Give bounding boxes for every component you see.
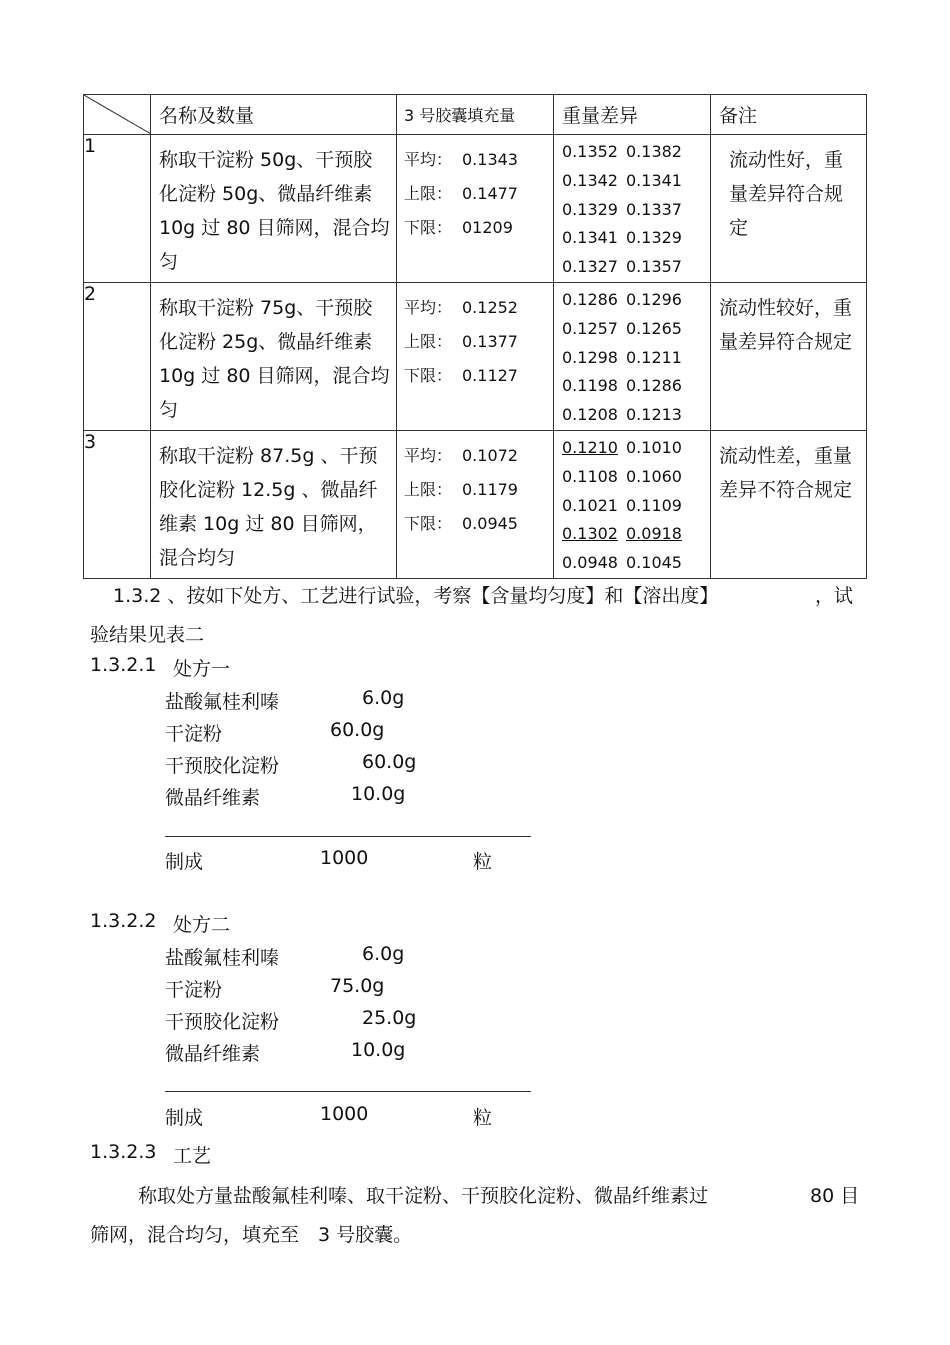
process-line2: 筛网，混合均匀，填充至 3 号胶囊。 (90, 1224, 413, 1246)
table-row (84, 430, 867, 578)
row-number: 1 (84, 135, 151, 283)
table-header-row (84, 95, 867, 135)
avg-value: 0.1072 (462, 445, 518, 465)
formula1-title: 处方一 (173, 658, 231, 680)
weight-value: 0.1298 (562, 347, 618, 367)
weight-value: 0.1382 (626, 142, 682, 161)
ingredient-name: 干淀粉 (165, 723, 223, 745)
note-cell (711, 430, 867, 578)
name-text: 称取干淀粉 75g、干预胶化淀粉 25g、微晶纤维素 10g 过 80 目筛网，混合均匀 (159, 296, 390, 421)
section-132-line2: 验结果见表二 (90, 624, 205, 646)
table-row (84, 282, 867, 430)
weights-cell (554, 282, 711, 430)
ingredient-name: 干预胶化淀粉 (165, 1011, 280, 1033)
weight-value: 0.1060 (626, 466, 682, 486)
note-text: 流动性好，重量差异符合规定 (729, 149, 844, 239)
weight-value: 0.1010 (626, 437, 682, 457)
weight-value: 0.1198 (562, 376, 618, 396)
ingredient-amount: 60.0g (330, 719, 385, 741)
ingredient-amount: 60.0g (362, 751, 417, 773)
formula1-heading: 1.3.2.1 (90, 654, 157, 676)
weight-value: 0.1045 (626, 553, 682, 573)
section-132-line1: 1.3.2 、按如下处方、工艺进行试验，考察【含量均匀度】和【溶出度】 (113, 585, 719, 607)
weight-value: 0.1286 (562, 289, 618, 309)
weight-value: 0.1327 (562, 257, 618, 277)
weight-value: 0.1021 (562, 495, 618, 515)
process-line1: 称取处方量盐酸氟桂利嗪、取干淀粉、干预胶化淀粉、微晶纤维素过 (138, 1185, 709, 1207)
weight-value: 0.1213 (626, 405, 682, 425)
lower-label: 下限： (404, 513, 453, 533)
ingredient-name: 盐酸氟桂利嗪 (165, 947, 280, 969)
name-cell (151, 135, 397, 283)
weight-value: 0.1341 (626, 170, 682, 190)
name-text: 称取干淀粉 87.5g 、干预胶化淀粉 12.5g 、微晶纤维素 10g 过 80 目筛网，混合均匀 (159, 444, 378, 569)
upper-value: 0.1179 (462, 479, 518, 499)
made-unit: 粒 (473, 1107, 493, 1129)
formula2-title: 处方二 (173, 914, 231, 936)
lower-value: 0.1127 (462, 365, 518, 385)
weight-value: 0.1357 (626, 257, 682, 277)
row-number: 3 (84, 430, 151, 578)
upper-label: 上限： (404, 184, 453, 203)
process-title: 工艺 (173, 1145, 212, 1167)
avg-label: 平均： (404, 445, 453, 465)
weight-value: 0.1352 (562, 142, 618, 161)
weights-cell (554, 430, 711, 578)
name-cell (151, 282, 397, 430)
avg-label: 平均： (404, 150, 453, 169)
diagonal-header-cell (84, 95, 151, 135)
lower-label: 下限： (404, 365, 453, 385)
lower-value: 01209 (462, 218, 513, 237)
upper-label: 上限： (404, 331, 453, 351)
process-line1-end: 80 目 (810, 1185, 860, 1207)
header-name: 名称及数量 (151, 95, 397, 135)
weight-value: 0.1109 (626, 495, 682, 515)
weight-value: 0.0948 (562, 553, 618, 573)
section-132-line1-end: ，试 (815, 585, 854, 607)
note-cell (711, 282, 867, 430)
made-label: 制成 (165, 851, 204, 873)
weight-value: 0.1341 (562, 228, 618, 248)
note-text: 流动性较好，重量差异符合规定 (719, 296, 853, 353)
divider-line (165, 1091, 531, 1092)
weight-value: 0.1208 (562, 405, 618, 425)
weights-cell (554, 135, 711, 283)
header-fill: 3 号胶囊填充量 (397, 95, 554, 135)
ingredient-amount: 75.0g (330, 975, 385, 997)
weight-value: 0.1342 (562, 170, 618, 190)
ingredient-amount: 6.0g (362, 943, 405, 965)
weight-value: 0.1337 (626, 199, 682, 219)
diagonal-line (84, 95, 151, 134)
weight-value: 0.1329 (626, 228, 682, 248)
lower-value: 0.0945 (462, 513, 518, 533)
ingredient-name: 微晶纤维素 (165, 787, 261, 809)
ingredient-amount: 10.0g (351, 1039, 406, 1061)
row-number: 2 (84, 282, 151, 430)
weight-value: 0.1265 (626, 318, 682, 338)
upper-value: 0.1377 (462, 331, 518, 351)
divider-line (165, 836, 531, 837)
avg-label: 平均： (404, 297, 453, 317)
ingredient-amount: 25.0g (362, 1007, 417, 1029)
weight-value: 0.1302 (562, 524, 618, 544)
formula2-heading: 1.3.2.2 (90, 910, 157, 932)
made-count: 1000 (320, 847, 369, 869)
name-cell (151, 430, 397, 578)
made-unit: 粒 (473, 851, 493, 873)
made-label: 制成 (165, 1107, 204, 1129)
note-cell (711, 135, 867, 283)
avg-value: 0.1343 (462, 150, 518, 169)
weight-value: 0.1210 (562, 437, 618, 457)
avg-value: 0.1252 (462, 297, 518, 317)
header-note: 备注 (711, 95, 867, 135)
upper-label: 上限： (404, 479, 453, 499)
weight-value: 0.1296 (626, 289, 682, 309)
upper-value: 0.1477 (462, 184, 518, 203)
weight-value: 0.1286 (626, 376, 682, 396)
fill-cell (397, 282, 554, 430)
weight-value: 0.0918 (626, 524, 682, 544)
ingredient-name: 干淀粉 (165, 979, 223, 1001)
weight-value: 0.1211 (626, 347, 682, 367)
weight-value: 0.1257 (562, 318, 618, 338)
fill-cell (397, 135, 554, 283)
ingredient-name: 微晶纤维素 (165, 1043, 261, 1065)
table-row (84, 135, 867, 283)
made-count: 1000 (320, 1103, 369, 1125)
results-table (83, 94, 867, 579)
name-text: 称取干淀粉 50g、干预胶化淀粉 50g、微晶纤维素 10g 过 80 目筛网，混合均匀 (159, 149, 390, 273)
note-text: 流动性差，重量差异不符合规定 (719, 444, 853, 501)
ingredient-name: 盐酸氟桂利嗪 (165, 691, 280, 713)
lower-label: 下限： (404, 218, 453, 237)
weight-value: 0.1329 (562, 199, 618, 219)
ingredient-amount: 6.0g (362, 687, 405, 709)
ingredient-name: 干预胶化淀粉 (165, 755, 280, 777)
ingredient-amount: 10.0g (351, 783, 406, 805)
header-weight-diff: 重量差异 (554, 95, 711, 135)
fill-cell (397, 430, 554, 578)
process-heading: 1.3.2.3 (90, 1141, 157, 1163)
weight-value: 0.1108 (562, 466, 618, 486)
